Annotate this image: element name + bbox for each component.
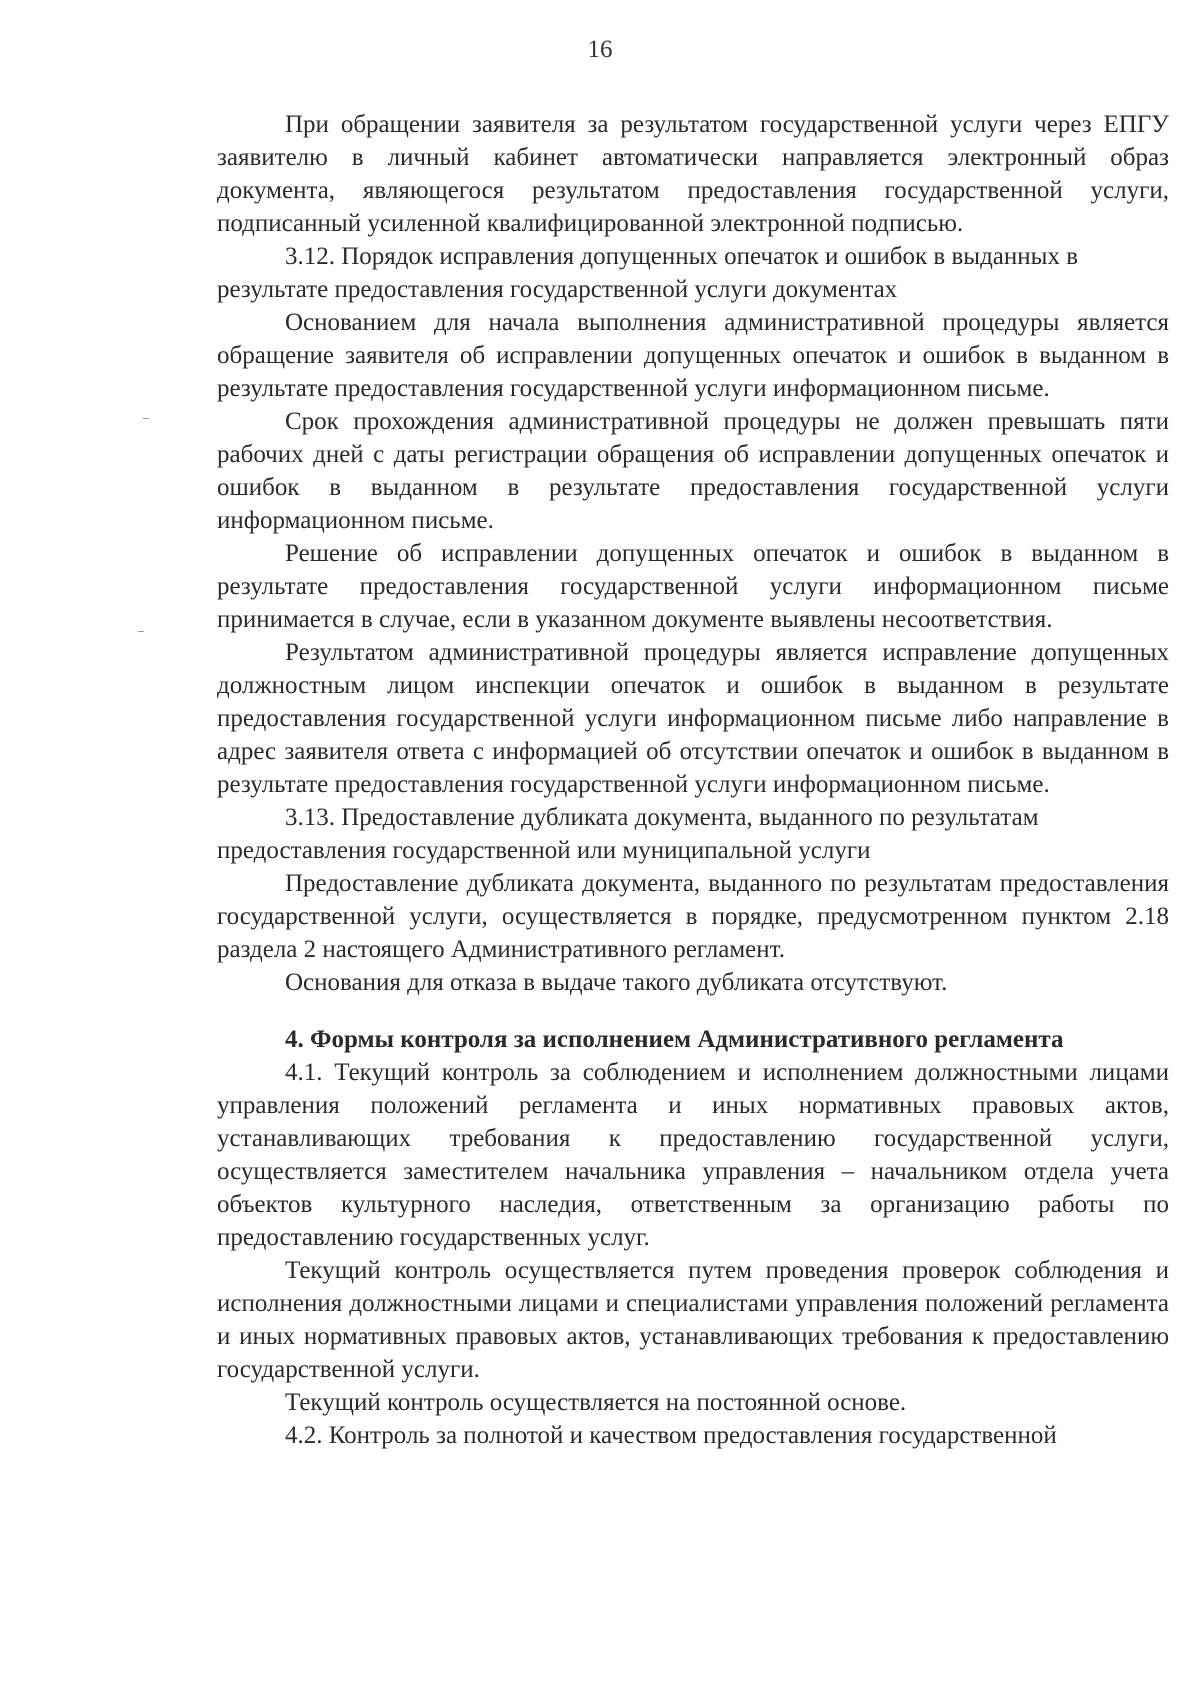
- section-4-heading: 4. Формы контроля за исполнением Административного регламента: [285, 1026, 1064, 1053]
- paragraph-no-refusal-grounds: Основания для отказа в выдаче такого дубликата отсутствуют.: [285, 969, 948, 996]
- subsection-3-13-title: 3.13. Предоставление дубликата документа, выданного по результатам предоставления государственной или муниципальной услуги: [217, 804, 1039, 864]
- subsection-3-12-title: 3.12. Порядок исправления допущенных опечаток и ошибок в выданных в результате предоставления государственной услуги документах: [217, 243, 1078, 303]
- paragraph-duplicate-provision: Предоставление дубликата документа, выданного по результатам предоставления государственной услуги, осуществляется в порядке, предусмотренном пунктом 2.18 раздела 2 настоящего Административного регламент.: [217, 870, 1169, 963]
- page-number: 16: [587, 36, 613, 63]
- scan-speck: [143, 418, 149, 419]
- paragraph-epgu-result: При обращении заявителя за результатом государственной услуги через ЕПГУ заявителю в личный кабинет автоматически направляется электронный образ документа, являющегося результатом предоставления государственной услуги, подписанный усиленной квалифицированной электронной подписью.: [217, 111, 1169, 237]
- document-body: [217, 108, 1169, 1452]
- paragraph-correction-decision: Решение об исправлении допущенных опечаток и ошибок в выданном в результате предоставления государственной услуги информационном письме принимается в случае, если в указанном документе выявлены несоответствия.: [217, 540, 1169, 633]
- paragraph-4-1: 4.1. Текущий контроль за соблюдением и исполнением должностными лицами управления положений регламента и иных нормативных правовых актов, устанавливающих требования к предоставлению государственной услуги, осуществляется заместителем начальника управления – начальником отдела учета объектов культурного наследия, ответственным за организацию работы по предоставлению государственных услуг.: [217, 1059, 1169, 1251]
- scan-speck: [138, 631, 144, 632]
- paragraph-procedure-result: Результатом административной процедуры является исправление допущенных должностным лицом инспекции опечаток и ошибок в выданном в результате предоставления государственной услуги информационном письме либо направление в адрес заявителя ответа с информацией об отсутствии опечаток и ошибок в выданном в результате предоставления государственной услуги информационном письме.: [217, 639, 1169, 798]
- paragraph-current-control-basis: Текущий контроль осуществляется на постоянной основе.: [285, 1389, 907, 1416]
- paragraph-procedure-term: Срок прохождения административной процедуры не должен превышать пяти рабочих дней с даты регистрации обращения об исправлении допущенных опечаток и ошибок в выданном в результате предоставления государственной услуги информационном письме.: [217, 408, 1169, 534]
- paragraph-current-control-method: Текущий контроль осуществляется путем проведения проверок соблюдения и исполнения должностными лицами и специалистами управления положений регламента и иных нормативных правовых актов, устанавливающих требования к предоставлению государственной услуги.: [217, 1257, 1169, 1383]
- paragraph-4-2: 4.2. Контроль за полнотой и качеством предоставления государственной: [285, 1422, 1057, 1449]
- paragraph-procedure-basis: Основанием для начала выполнения административной процедуры является обращение заявителя об исправлении допущенных опечаток и ошибок в выданном в результате предоставления государственной услуги информационном письме.: [217, 309, 1169, 402]
